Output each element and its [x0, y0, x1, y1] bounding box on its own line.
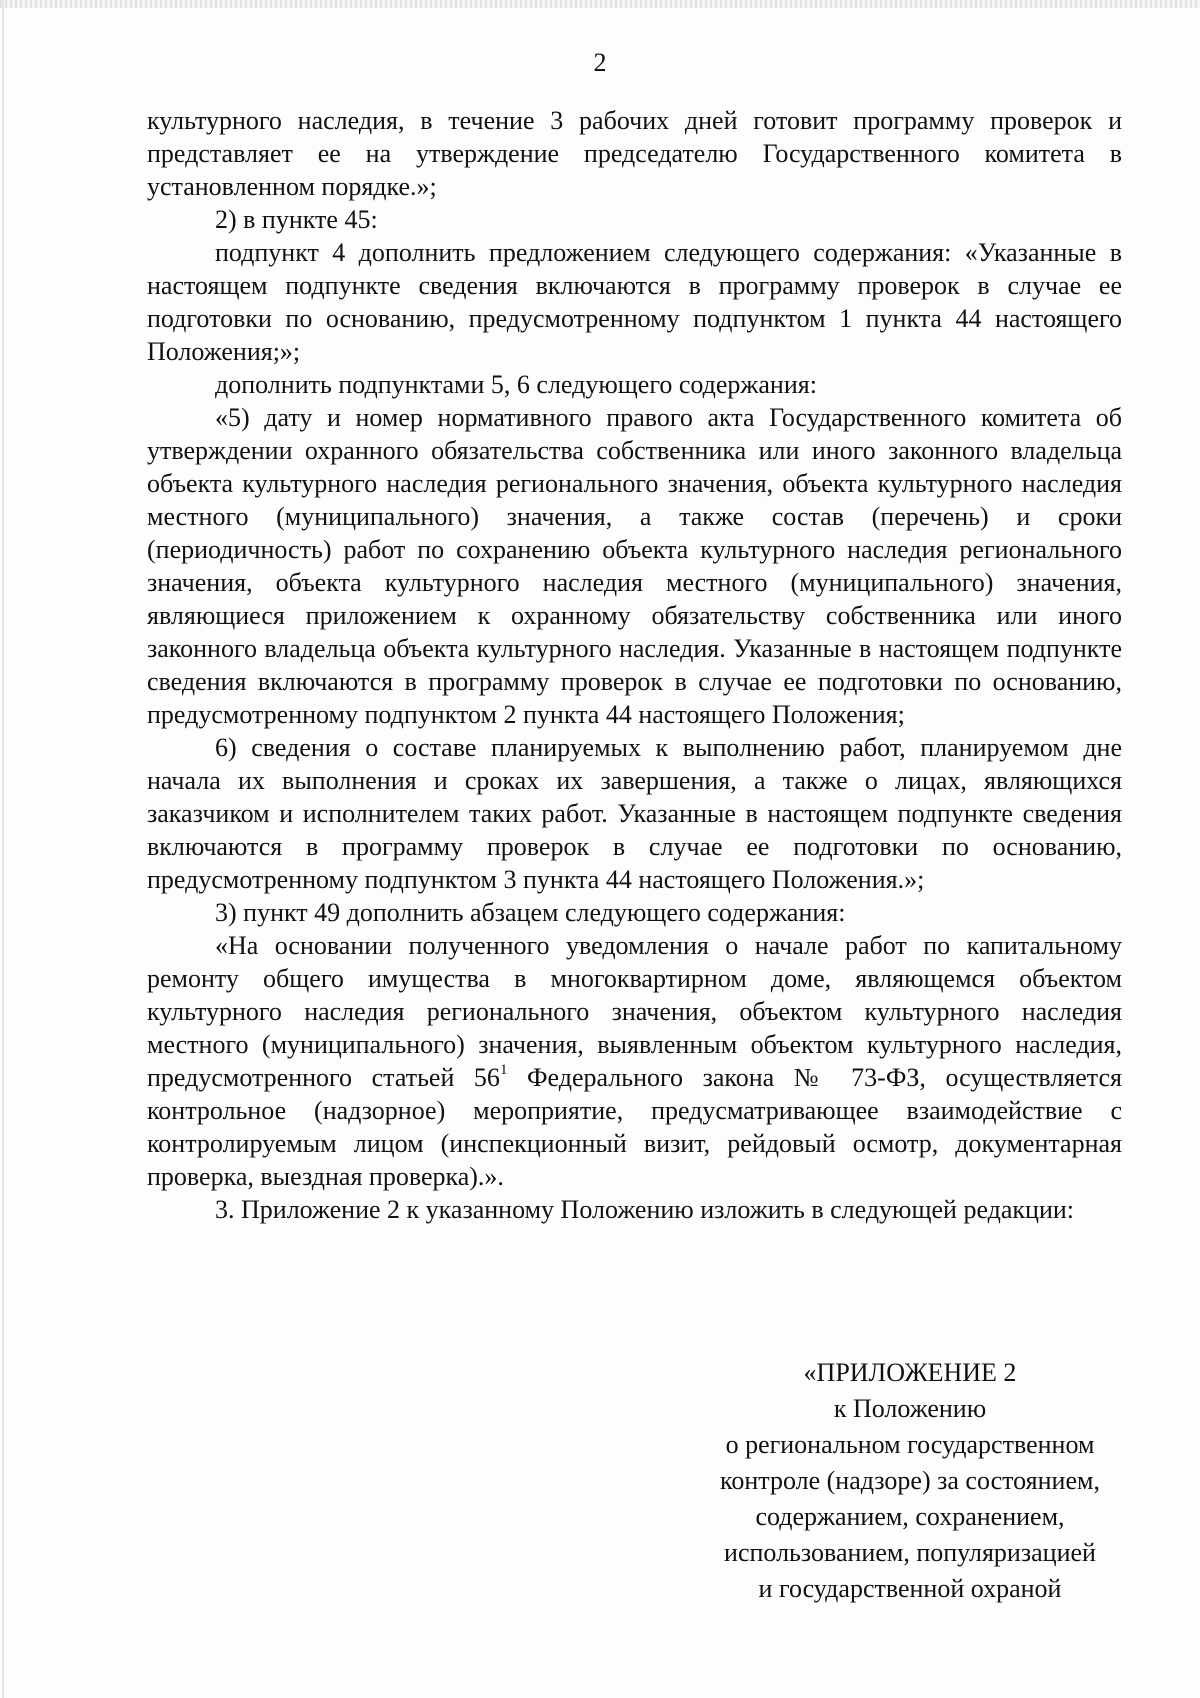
paragraph-item-3: 3) пункт 49 дополнить абзацем следующего содержания: [215, 898, 846, 927]
appendix-title: «ПРИЛОЖЕНИЕ 2 [803, 1358, 1017, 1387]
appendix-line: о региональном государственном [725, 1430, 1095, 1459]
paragraph-subitem-5: «5) дату и номер нормативного правого акта Государственного комитета об утверждении охранного обязательства собственника или иного законного владельца объекта культурного наследия регионального значения, объекта культурного наследия местного (муниципального) значения, а также состав (перечень) и сроки (периодичность) работ по сохранению объекта культурного наследия регионального значения, объекта культурного наследия местного (муниципального) значения, являющиеся приложением к охранному обязательству собственника или иного законного владельца объекта культурного наследия. Указанные в настоящем подпункте сведения включаются в программу проверок в случае ее подготовки по основанию, предусмотренному подпунктом 2 пункта 44 настоящего Положения; [147, 403, 1122, 729]
appendix-line: и государственной охраной [758, 1574, 1062, 1603]
paragraph-subitem-4: подпункт 4 дополнить предложением следующего содержания: «Указанные в настоящем подпункте сведения включаются в программу проверок в случае ее подготовки по основанию, предусмотренному подпунктом 1 пункта 44 настоящего Положения;»; [147, 238, 1122, 366]
scan-edge-top [0, 0, 1200, 8]
appendix-heading [690, 1355, 1130, 1607]
item-49-text-start: «На основании полученного уведомления о начале работ по капитальному ремонту общего имущества в многоквартирном доме, являющемся объектом культурного наследия регионального значения, объектом культурного наследия местного (муниципального) значения, выявленным объектом культурного наследия, предусмотренного статьей 56 [147, 931, 1122, 1092]
paragraph-continuation: культурного наследия, в течение 3 рабочих дней готовит программу проверок и представляет ее на утверждение председателю Государственного комитета в установленном порядке.»; [147, 106, 1122, 201]
article-superscript: 1 [499, 1062, 508, 1078]
paragraph-appendix-2: 3. Приложение 2 к указанному Положению изложить в следующей редакции: [215, 1195, 1075, 1224]
appendix-line: контроле (надзоре) за состоянием, [720, 1466, 1100, 1495]
document-body [147, 104, 1122, 1226]
paragraph-item-2: 2) в пункте 45: [215, 205, 378, 234]
paragraph-item-49-text [147, 929, 1122, 1193]
paragraph-subitem-6: 6) сведения о составе планируемых к выполнению работ, планируемом дне начала их выполнения и сроках их завершения, а также о лицах, являющихся заказчиком и исполнителем таких работ. Указанные в настоящем подпункте сведения включаются в программу проверок в случае ее подготовки по основанию, предусмотренному подпунктом 3 пункта 44 настоящего Положения.»; [147, 733, 1122, 894]
item-49-text-end: Федерального закона № 73-ФЗ, осуществляется контрольное (надзорное) мероприятие, предусматривающее взаимодействие с контролируемым лицом (инспекционный визит, рейдовый осмотр, документарная проверка, выездная проверка).». [147, 1063, 1122, 1191]
appendix-line: использованием, популяризацией [724, 1538, 1096, 1567]
scan-edge-left [2, 0, 4, 1698]
appendix-line: к Положению [833, 1394, 987, 1423]
appendix-line: содержанием, сохранением, [755, 1502, 1065, 1531]
page-number: 2 [593, 48, 607, 77]
paragraph-add-subitems: дополнить подпунктами 5, 6 следующего содержания: [215, 370, 817, 399]
